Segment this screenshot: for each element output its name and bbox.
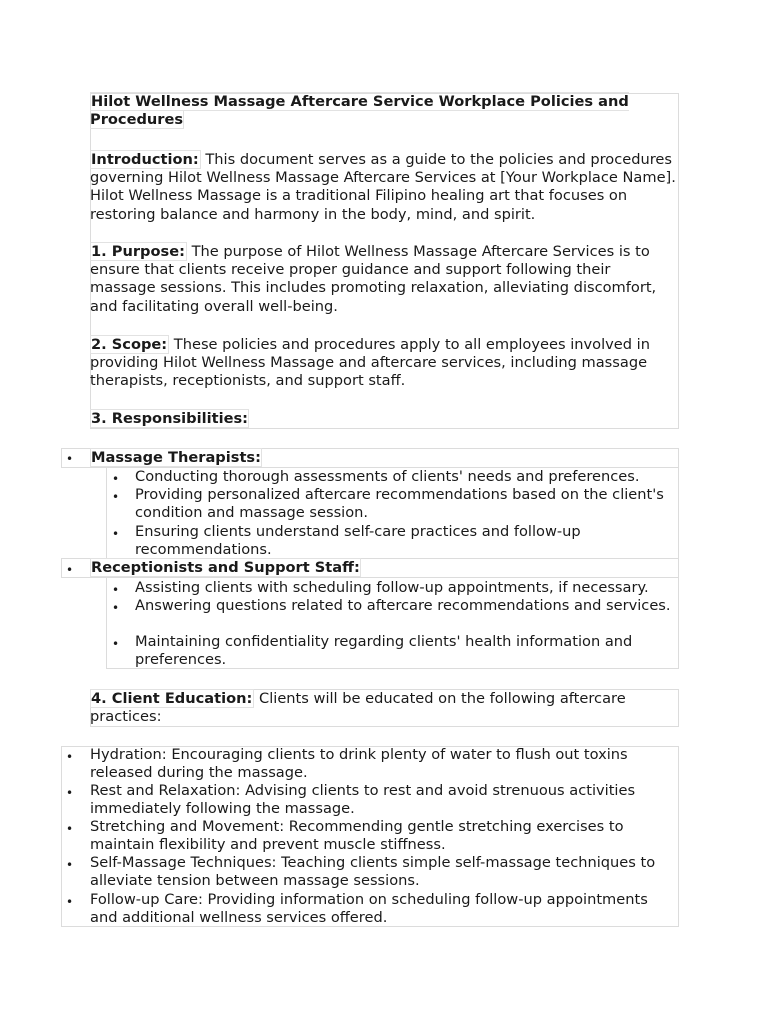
list-item: Hydration: Encouraging clients to drink plenty of water to flush out toxins released during the massage.	[90, 746, 628, 782]
purpose-text: The purpose of Hilot Wellness Massage Aftercare Services is to ensure that clients receive proper guidance and support following their massage sessions. This includes promoting relaxation, alleviating discomfort, and facilitating overall well-being.	[90, 243, 657, 315]
client-education-paragraph	[90, 690, 680, 726]
bullet: •	[66, 750, 74, 764]
scope-label: 2. Scope:	[91, 336, 168, 353]
bullet: •	[112, 472, 120, 486]
list-item: Conducting thorough assessments of clients' needs and preferences.	[135, 468, 640, 485]
bullet: •	[66, 858, 74, 872]
bullet: •	[66, 452, 74, 466]
responsibilities-heading: 3. Responsibilities:	[91, 410, 249, 427]
introduction-label: Introduction:	[91, 151, 199, 168]
client-education-label: 4. Client Education:	[91, 690, 253, 707]
list-item: Stretching and Movement: Recommending gentle stretching exercises to maintain flexibility and prevent muscle stiffness.	[90, 818, 624, 854]
bullet: •	[66, 822, 74, 836]
bullet: •	[112, 490, 120, 504]
bullet: •	[112, 637, 120, 651]
bullet: •	[112, 583, 120, 597]
list-item: Answering questions related to aftercare recommendations and services.	[135, 597, 671, 614]
purpose-label: 1. Purpose:	[91, 243, 185, 260]
list-item: Providing personalized aftercare recommendations based on the client's condition and massage session.	[135, 486, 664, 522]
bullet: •	[66, 563, 74, 577]
introduction-text: This document serves as a guide to the policies and procedures governing Hilot Wellness Massage Aftercare Services at [Your Workplace Name]. Hilot Wellness Massage is a traditional Filipino healing art that focuses on restoring balance and harmony in the body, mind, and spirit.	[90, 151, 676, 223]
bullet: •	[112, 601, 120, 615]
introduction-paragraph	[90, 151, 680, 224]
list-item: Rest and Relaxation: Advising clients to rest and avoid strenuous activities immediately following the massage.	[90, 782, 636, 818]
therapists-title: Massage Therapists:	[91, 449, 261, 466]
list-item: Self-Massage Techniques: Teaching clients simple self-massage techniques to alleviate tension between massage sessions.	[90, 854, 656, 890]
scope-paragraph	[90, 336, 680, 391]
client-education-text: Clients will be educated on the following aftercare practices:	[90, 690, 626, 726]
scope-text: These policies and procedures apply to all employees involved in providing Hilot Wellness Massage and aftercare services, including massage therapists, receptionists, and support staff.	[90, 336, 650, 390]
list-item: Ensuring clients understand self-care practices and follow-up recommendations.	[135, 523, 581, 559]
bullet: •	[112, 527, 120, 541]
purpose-paragraph	[90, 243, 680, 316]
list-item: Assisting clients with scheduling follow-up appointments, if necessary.	[135, 579, 649, 596]
bullet: •	[66, 895, 74, 909]
list-item: Maintaining confidentiality regarding clients' health information and preferences.	[135, 633, 633, 669]
bullet: •	[66, 786, 74, 800]
list-item: Follow-up Care: Providing information on scheduling follow-up appointments and additional wellness services offered.	[90, 891, 648, 927]
page-title: Hilot Wellness Massage Aftercare Service Workplace Policies and Procedures	[90, 93, 629, 129]
reception-title: Receptionists and Support Staff:	[91, 559, 360, 576]
